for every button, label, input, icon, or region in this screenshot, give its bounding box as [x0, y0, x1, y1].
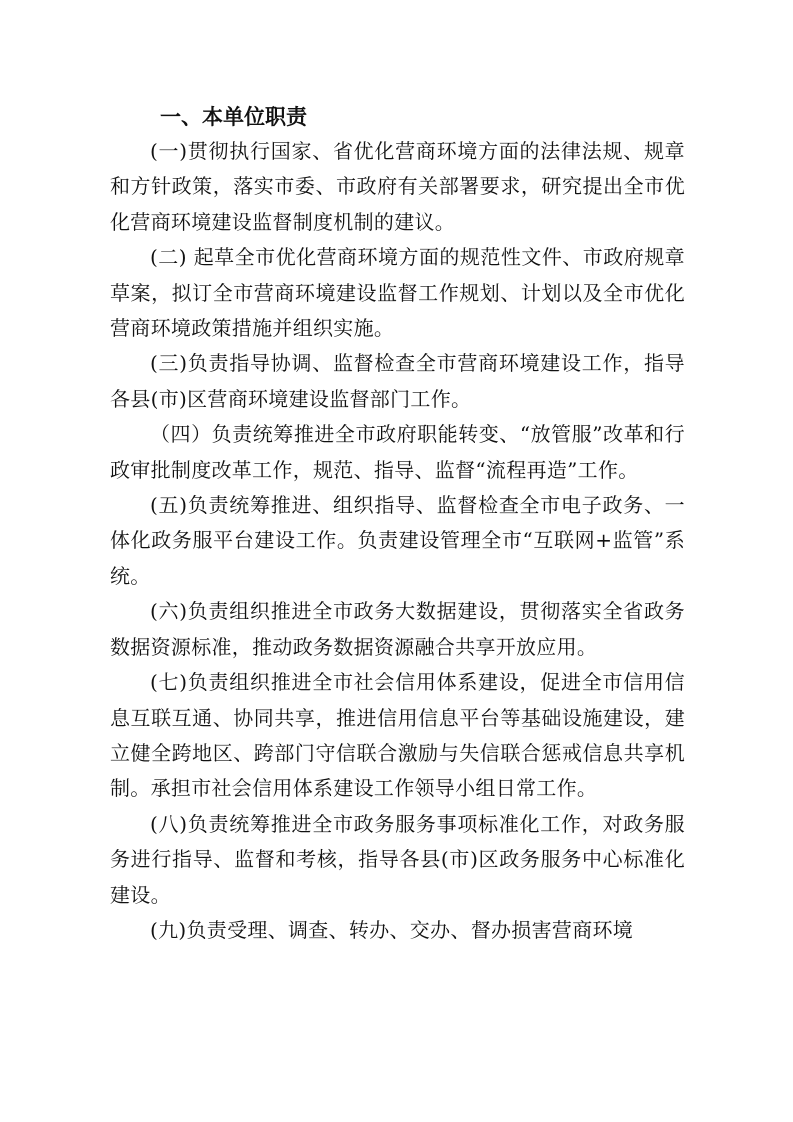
paragraph-2: (二) 起草全市优化营商环境方面的规范性文件、市政府规章草案，拟订全市营商环境建设监督工作规划、计划以及全市优化营商环境政策措施并组织实施。	[110, 245, 685, 341]
paragraph-3: (三)负责指导协调、监督检查全市营商环境建设工作，指导各县(市)区营商环境建设监督部门工作。	[110, 351, 685, 411]
section-heading: 一、本单位职责	[160, 105, 307, 129]
paragraph-9: (九)负责受理、调查、转办、交办、督办损害营商环境	[150, 917, 634, 942]
paragraph-7: (七)负责组织推进全市社会信用体系建设，促进全市信用信息互联互通、协同共享，推进信用信息平台等基础设施建设，建立健全跨地区、跨部门守信联合激励与失信联合惩戒信息共享机制。承担市社会信用体系建设工作领导小组日常工作。	[110, 670, 685, 801]
paragraph-5: (五)负责统筹推进、组织指导、监督检查全市电子政务、一体化政务服平台建设工作。负责建设管理全市“互联网+监管”系统。	[110, 493, 686, 588]
paragraph-4: （四）负责统筹推进全市政府职能转变、“放管服”改革和行政审批制度改革工作，规范、指导、监督“流程再造”工作。	[110, 422, 685, 482]
paragraph-8: (八)负责统筹推进全市政务服务事项标准化工作，对政务服务进行指导、监督和考核，指导各县(市)区政务服务中心标准化建设。	[110, 811, 685, 907]
document-page	[110, 100, 685, 948]
paragraph-1: (一)贯彻执行国家、省优化营商环境方面的法律法规、规章和方针政策，落实市委、市政府有关部署要求，研究提出全市优化营商环境建设监督制度机制的建议。	[110, 139, 685, 234]
paragraph-6: (六)负责组织推进全市政务大数据建设，贯彻落实全省政务数据资源标准，推动政务数据资源融合共享开放应用。	[110, 599, 685, 659]
